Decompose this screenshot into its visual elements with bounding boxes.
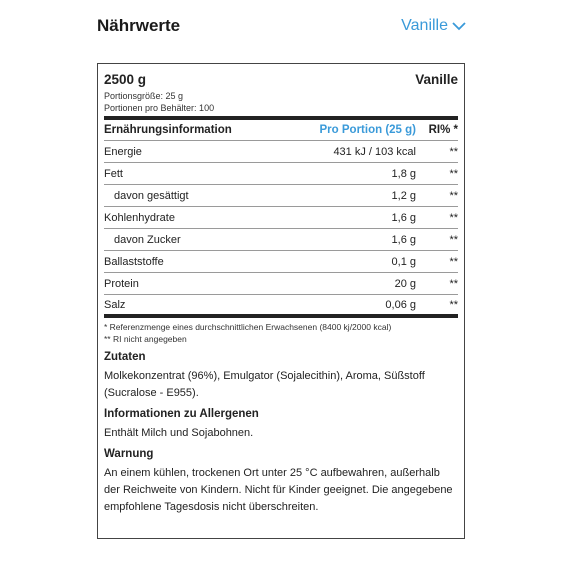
row-ri: ** (449, 167, 458, 180)
table-row (104, 251, 458, 273)
row-label: Protein (104, 277, 139, 290)
footnote-ri: ** RI nicht angegeben (104, 334, 187, 344)
row-ri: ** (449, 189, 458, 202)
row-value: 1,2 g (391, 189, 416, 202)
serving-size: Portionsgröße: 25 g (104, 91, 184, 101)
row-ri: ** (449, 277, 458, 290)
table-row (104, 185, 458, 207)
table-header (104, 120, 458, 141)
column-nutrition: Ernährungsinformation (104, 124, 232, 136)
row-value: 1,6 g (391, 233, 416, 246)
page-title: Nährwerte (97, 16, 181, 35)
flavor-select-label[interactable]: Vanille (401, 17, 448, 34)
row-label: Fett (104, 167, 123, 180)
product-header (104, 72, 458, 87)
product-flavor: Vanille (415, 72, 458, 87)
row-value: 431 kJ / 103 kcal (333, 145, 416, 158)
table-row (104, 229, 458, 251)
row-ri: ** (449, 298, 458, 311)
row-label: Energie (104, 145, 142, 158)
flavor-select[interactable] (401, 17, 466, 35)
column-portion: Pro Portion (25 g) (319, 124, 416, 136)
row-ri: ** (449, 145, 458, 158)
table-row (104, 141, 458, 163)
row-value: 0,06 g (385, 298, 416, 311)
chevron-down-icon[interactable] (452, 22, 466, 31)
table-row (104, 163, 458, 185)
nutrition-panel (97, 63, 465, 539)
ingredients-text: Molkekonzentrat (96%), Emulgator (Sojalecithin), Aroma, Süßstoff (Sucralose - E955). (104, 370, 425, 399)
table-row (104, 273, 458, 295)
allergens-title: Informationen zu Allergenen (104, 408, 259, 420)
column-ri: RI% * (428, 124, 458, 136)
ingredients-title: Zutaten (104, 351, 146, 363)
row-label: davon gesättigt (114, 189, 189, 202)
allergens-text: Enthält Milch und Sojabohnen. (104, 427, 254, 439)
row-label: davon Zucker (114, 233, 181, 246)
row-label: Kohlenhydrate (104, 211, 175, 224)
row-value: 1,8 g (391, 167, 416, 180)
table-row (104, 207, 458, 229)
row-label: Salz (104, 298, 126, 311)
row-value: 1,6 g (391, 211, 416, 224)
warning-title: Warnung (104, 448, 154, 460)
table-row (104, 295, 458, 318)
warning-text: An einem kühlen, trockenen Ort unter 25 °C aufbewahren, außerhalb der Reichweite von Kindern. Nicht für Kinder geeignet. Die angegebene empfohlene Tagesdosis nicht überschreiten. (104, 467, 453, 513)
row-value: 20 g (394, 277, 416, 290)
servings-per-container: Portionen pro Behälter: 100 (104, 103, 215, 113)
row-ri: ** (449, 255, 458, 268)
row-ri: ** (449, 233, 458, 246)
product-weight: 2500 g (104, 72, 147, 87)
footnote-reference: * Referenzmenge eines durchschnittlichen Erwachsenen (8400 kj/2000 kcal) (104, 322, 392, 332)
row-ri: ** (449, 211, 458, 224)
row-label: Ballaststoffe (104, 255, 164, 268)
row-value: 0,1 g (391, 255, 416, 268)
